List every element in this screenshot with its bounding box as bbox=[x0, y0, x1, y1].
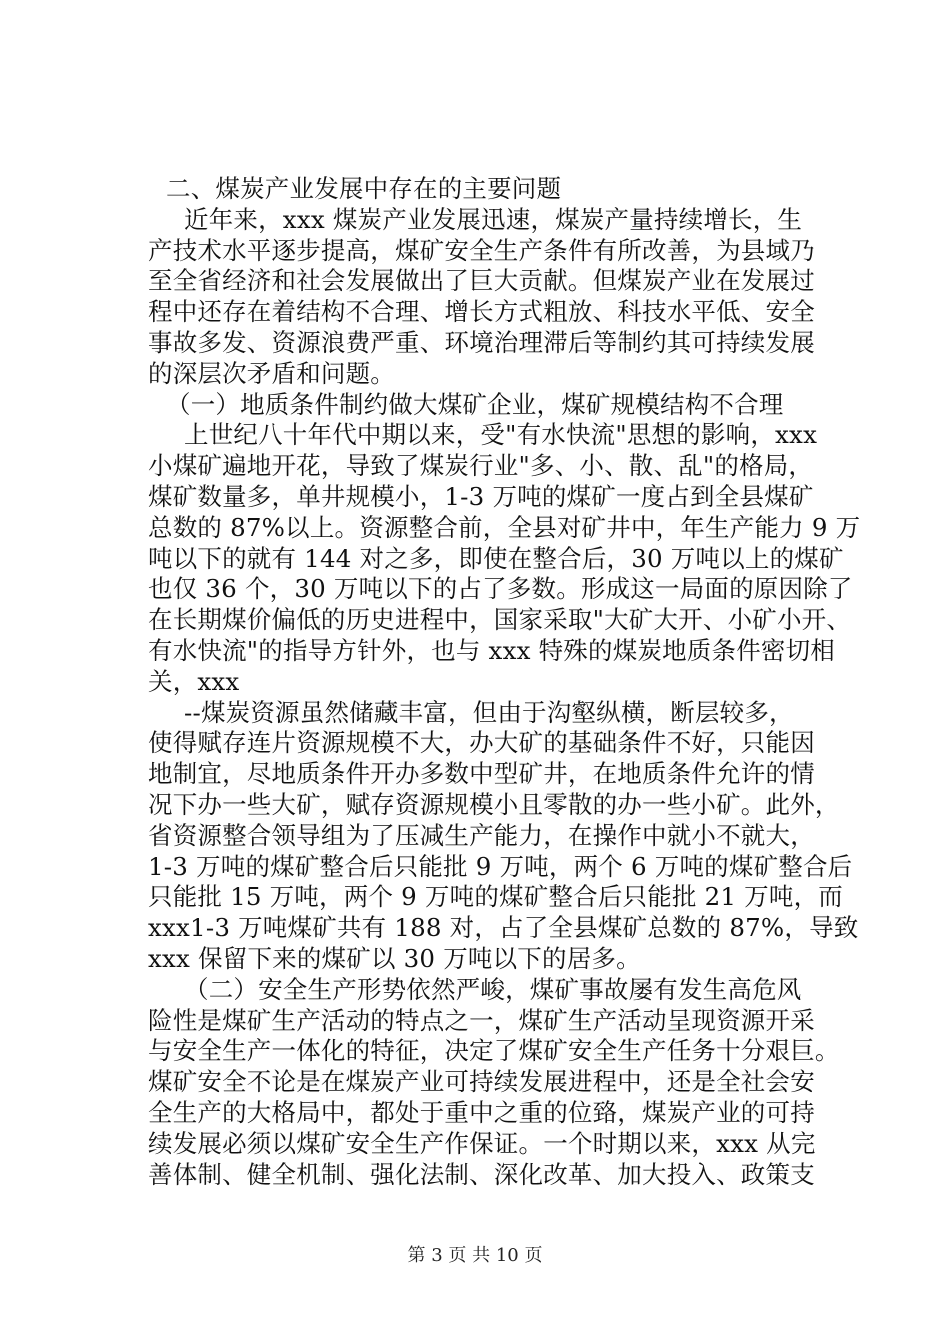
document-body bbox=[148, 174, 861, 1190]
subsection-heading: （二）安全生产形势依然严峻，煤矿事故屡有发生高危风 bbox=[184, 974, 802, 1004]
paragraph-line: 地制宜，尽地质条件开办多数中型矿井，在地质条件允许的情 bbox=[148, 759, 815, 789]
paragraph-line: 在长期煤价偏低的历史进程中，国家采取"大矿大开、小矿小开、 bbox=[148, 605, 852, 635]
section-heading: 二、煤炭产业发展中存在的主要问题 bbox=[166, 174, 562, 203]
paragraph-line: 省资源整合领导组为了压减生产能力，在操作中就小不就大， bbox=[148, 820, 815, 850]
paragraph-line: 至全省经济和社会发展做出了巨大贡献。但煤炭产业在发展过 bbox=[148, 266, 815, 296]
paragraph-line: 程中还存在着结构不合理、增长方式粗放、科技水平低、安全 bbox=[148, 297, 815, 327]
paragraph-line: 总数的 87%以上。资源整合前，全县对矿井中，年生产能力 9 万 bbox=[148, 512, 861, 542]
paragraph-line: 吨以下的就有 144 对之多，即使在整合后，30 万吨以上的煤矿 bbox=[148, 543, 844, 573]
paragraph-line: 产技术水平逐步提高，煤矿安全生产条件有所改善，为县域乃 bbox=[148, 235, 815, 265]
paragraph-line: 关，xxx bbox=[148, 666, 240, 696]
paragraph-line: 使得赋存连片资源规模不大，办大矿的基础条件不好，只能因 bbox=[148, 728, 815, 758]
paragraph-line: 与安全生产一体化的特征，决定了煤矿安全生产任务十分艰巨。 bbox=[148, 1036, 840, 1066]
paragraph-line: 善体制、健全机制、强化法制、深化改革、加大投入、政策支 bbox=[148, 1159, 815, 1189]
paragraph-line: 煤矿安全不论是在煤炭产业可持续发展进程中，还是全社会安 bbox=[148, 1067, 815, 1097]
paragraph-line: 况下办一些大矿，赋存资源规模小且零散的办一些小矿。此外， bbox=[148, 789, 840, 819]
subsection-heading: （一）地质条件制约做大煤矿企业，煤矿规模结构不合理 bbox=[166, 389, 784, 419]
paragraph-line: xxx1-3 万吨煤矿共有 188 对，占了全县煤矿总数的 87%，导致 bbox=[148, 913, 859, 943]
paragraph-line: 事故多发、资源浪费严重、环境治理滞后等制约其可持续发展 bbox=[148, 327, 815, 357]
paragraph-line: 险性是煤矿生产活动的特点之一，煤矿生产活动呈现资源开采 bbox=[148, 1005, 815, 1035]
paragraph-line: 小煤矿遍地开花，导致了煤炭行业"多、小、散、乱"的格局， bbox=[148, 451, 814, 481]
paragraph-line: 煤矿数量多，单井规模小，1-3 万吨的煤矿一度占到全县煤矿 bbox=[148, 481, 814, 511]
paragraph-line: 近年来，xxx 煤炭产业发展迅速，煤炭产量持续增长，生 bbox=[184, 204, 803, 234]
page-number-footer: 第 3 页 共 10 页 bbox=[407, 1245, 543, 1266]
paragraph-line: 的深层次矛盾和问题。 bbox=[148, 358, 395, 388]
paragraph-line: xxx 保留下来的煤矿以 30 万吨以下的居多。 bbox=[148, 943, 641, 973]
paragraph-line: 全生产的大格局中，都处于重中之重的位臵，煤炭产业的可持 bbox=[148, 1097, 815, 1127]
paragraph-line: 也仅 36 个，30 万吨以下的占了多数。形成这一局面的原因除了 bbox=[148, 574, 853, 604]
paragraph-line: --煤炭资源虽然储藏丰富，但由于沟壑纵横，断层较多， bbox=[184, 697, 794, 727]
paragraph-line: 只能批 15 万吨，两个 9 万吨的煤矿整合后只能批 21 万吨，而 bbox=[148, 882, 843, 912]
paragraph-line: 有水快流"的指导方针外，也与 xxx 特殊的煤炭地质条件密切相 bbox=[148, 635, 835, 665]
paragraph-line: 上世纪八十年代中期以来，受"有水快流"思想的影响，xxx bbox=[184, 420, 818, 450]
paragraph-line: 1-3 万吨的煤矿整合后只能批 9 万吨，两个 6 万吨的煤矿整合后 bbox=[148, 851, 853, 881]
paragraph-line: 续发展必须以煤矿安全生产作保证。一个时期以来，xxx 从完 bbox=[148, 1128, 816, 1158]
